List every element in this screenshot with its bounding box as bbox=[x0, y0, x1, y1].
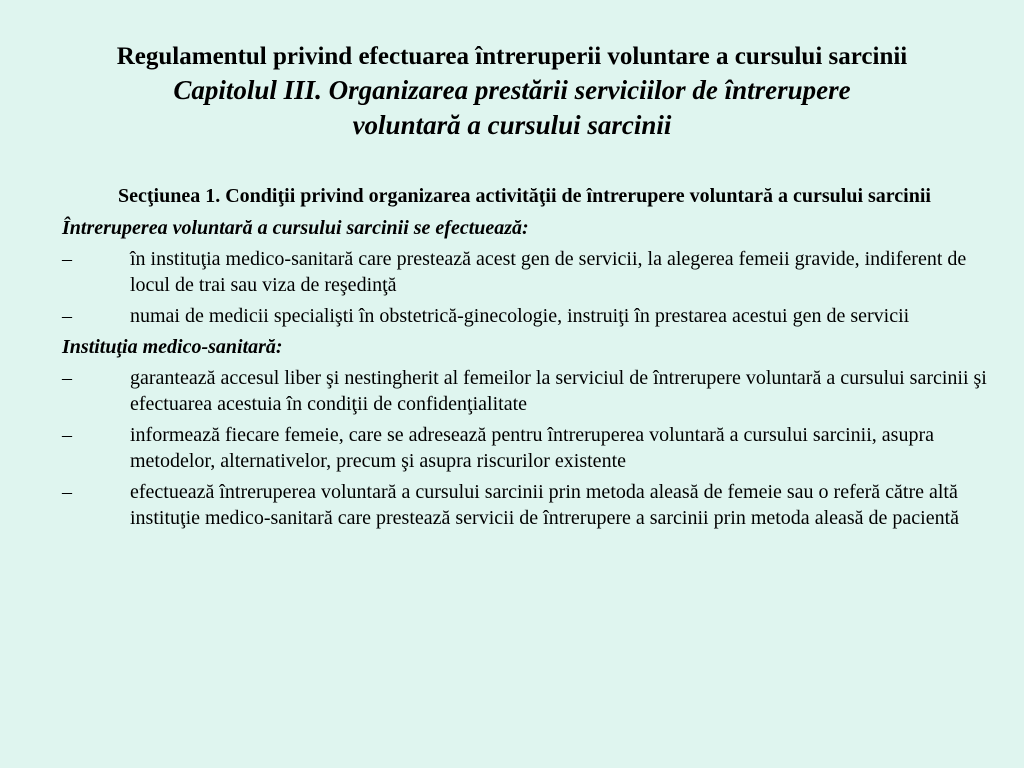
dash-bullet-icon: – bbox=[62, 481, 72, 503]
list-item-text: în instituţia medico-sanitară care prestează acest gen de servicii, la alegerea femeii gravide, indiferent de locul de trai sau viza de reşedinţă bbox=[130, 248, 967, 296]
dash-bullet-icon: – bbox=[62, 305, 72, 327]
title-block bbox=[40, 40, 984, 143]
list-item bbox=[62, 479, 987, 531]
document-title: Regulamentul privind efectuarea întreruperii voluntare a cursului sarcinii bbox=[116, 43, 908, 70]
list-item bbox=[62, 365, 987, 417]
dash-bullet-icon: – bbox=[62, 367, 72, 389]
list-item-text: numai de medicii specialişti în obstetrică-ginecologie, instruiţi în prestarea acestui gen de servicii bbox=[130, 305, 910, 327]
dash-bullet-icon: – bbox=[62, 248, 72, 270]
list-item-text: efectuează întreruperea voluntară a cursului sarcinii prin metoda aleasă de femeie sau o referă către altă instituţie medico-sanitară care prestează servicii de întrerupere a sarcinii prin metoda aleasă de pacientă bbox=[130, 481, 960, 529]
list-item bbox=[62, 246, 987, 298]
block1-heading: Întreruperea voluntară a cursului sarcinii se efectuează: bbox=[62, 217, 529, 239]
section-title: Secţiunea 1. Condiţii privind organizarea activităţii de întrerupere voluntară a cursului sarcinii bbox=[118, 185, 931, 207]
chapter-title-line-1: Capitolul III. Organizarea prestării serviciilor de întrerupere bbox=[173, 75, 851, 105]
block2-heading: Instituţia medico-sanitară: bbox=[62, 336, 283, 358]
content-body bbox=[62, 183, 987, 536]
list-item-text: informează fiecare femeie, care se adresează pentru întreruperea voluntară a cursului sarcinii, asupra metodelor, alternativelor, precum şi asupra riscurilor existente bbox=[130, 424, 934, 472]
chapter-title-line-2: voluntară a cursului sarcinii bbox=[352, 110, 672, 140]
list-item bbox=[62, 303, 987, 329]
dash-bullet-icon: – bbox=[62, 424, 72, 446]
list-item bbox=[62, 422, 987, 474]
list-item-text: garantează accesul liber şi nestingherit al femeilor la serviciul de întrerupere voluntară a cursului sarcinii şi efectuarea acestuia în condiţii de confidenţialitate bbox=[130, 367, 987, 415]
